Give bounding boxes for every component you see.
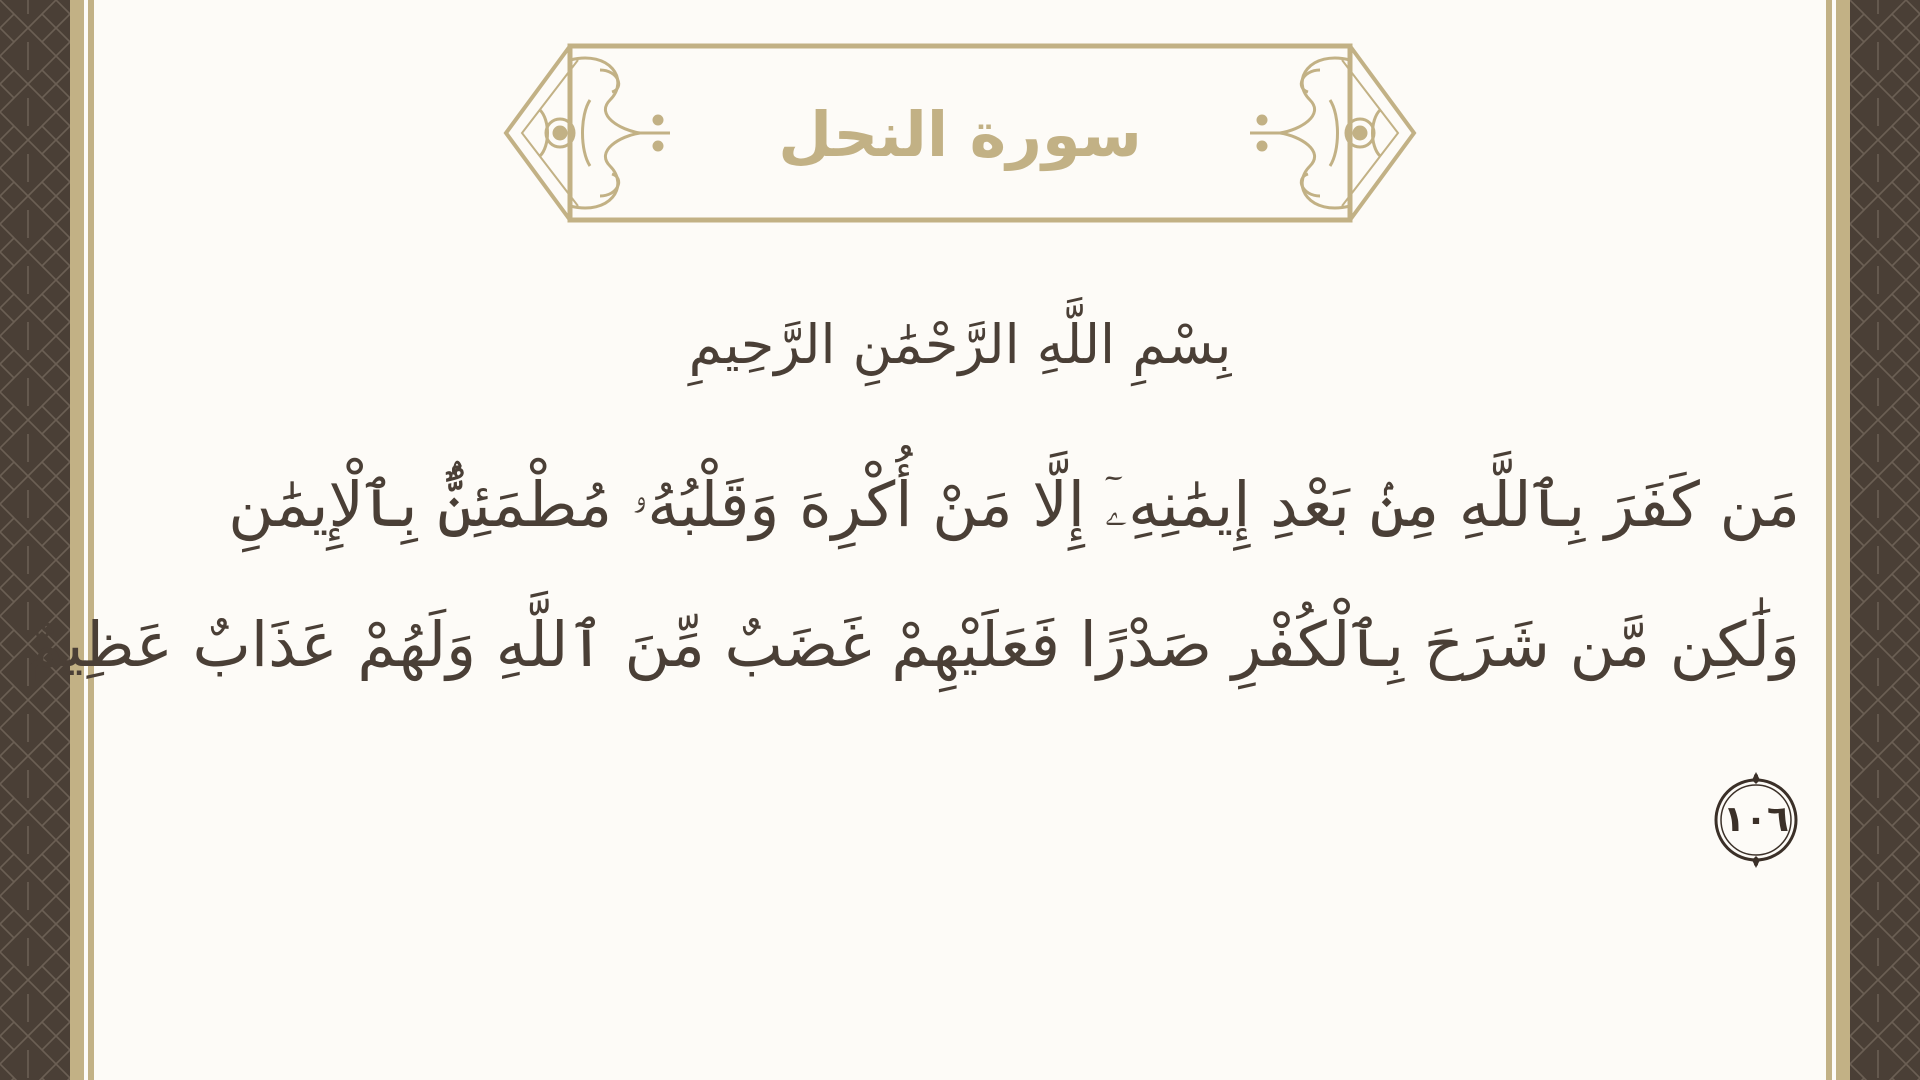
verse-line-2: وَلَٰكِن مَّن شَرَحَ بِٱلْكُفْرِ صَدْرًا فَعَلَيْهِمْ غَضَبٌ مِّنَ ٱللَّهِ وَلَهُمْ عَذَابٌ عَظِيمٌ (25, 608, 1800, 681)
left-decorative-border (0, 0, 70, 1080)
verse-line-1: مَن كَفَرَ بِٱللَّهِ مِنۢ بَعْدِ إِيمَٰنِهِۦٓ إِلَّا مَنْ أُكْرِهَ وَقَلْبُهُۥ مُطْمَئِنٌّۢ بِٱلْإِيمَٰنِ (228, 468, 1800, 541)
left-gold-rule (70, 0, 84, 1080)
right-gold-rule-thin (1826, 0, 1832, 1080)
right-rule-gap (1832, 0, 1836, 1080)
ayah-number: ١٠٦ (1723, 799, 1789, 840)
ayah-end-marker (1712, 770, 1800, 870)
basmala: بِسْمِ اللَّهِ الرَّحْمَٰنِ الرَّحِيمِ (688, 313, 1232, 376)
pattern-icon (1850, 0, 1920, 1080)
right-gold-rule (1836, 0, 1850, 1080)
pattern-icon (0, 0, 70, 1080)
surah-title-frame (500, 40, 1420, 230)
surah-title: سورة النحل (778, 98, 1142, 171)
right-decorative-border (1850, 0, 1920, 1080)
verse-text (25, 468, 1800, 935)
left-gold-rule-thin (88, 0, 94, 1080)
